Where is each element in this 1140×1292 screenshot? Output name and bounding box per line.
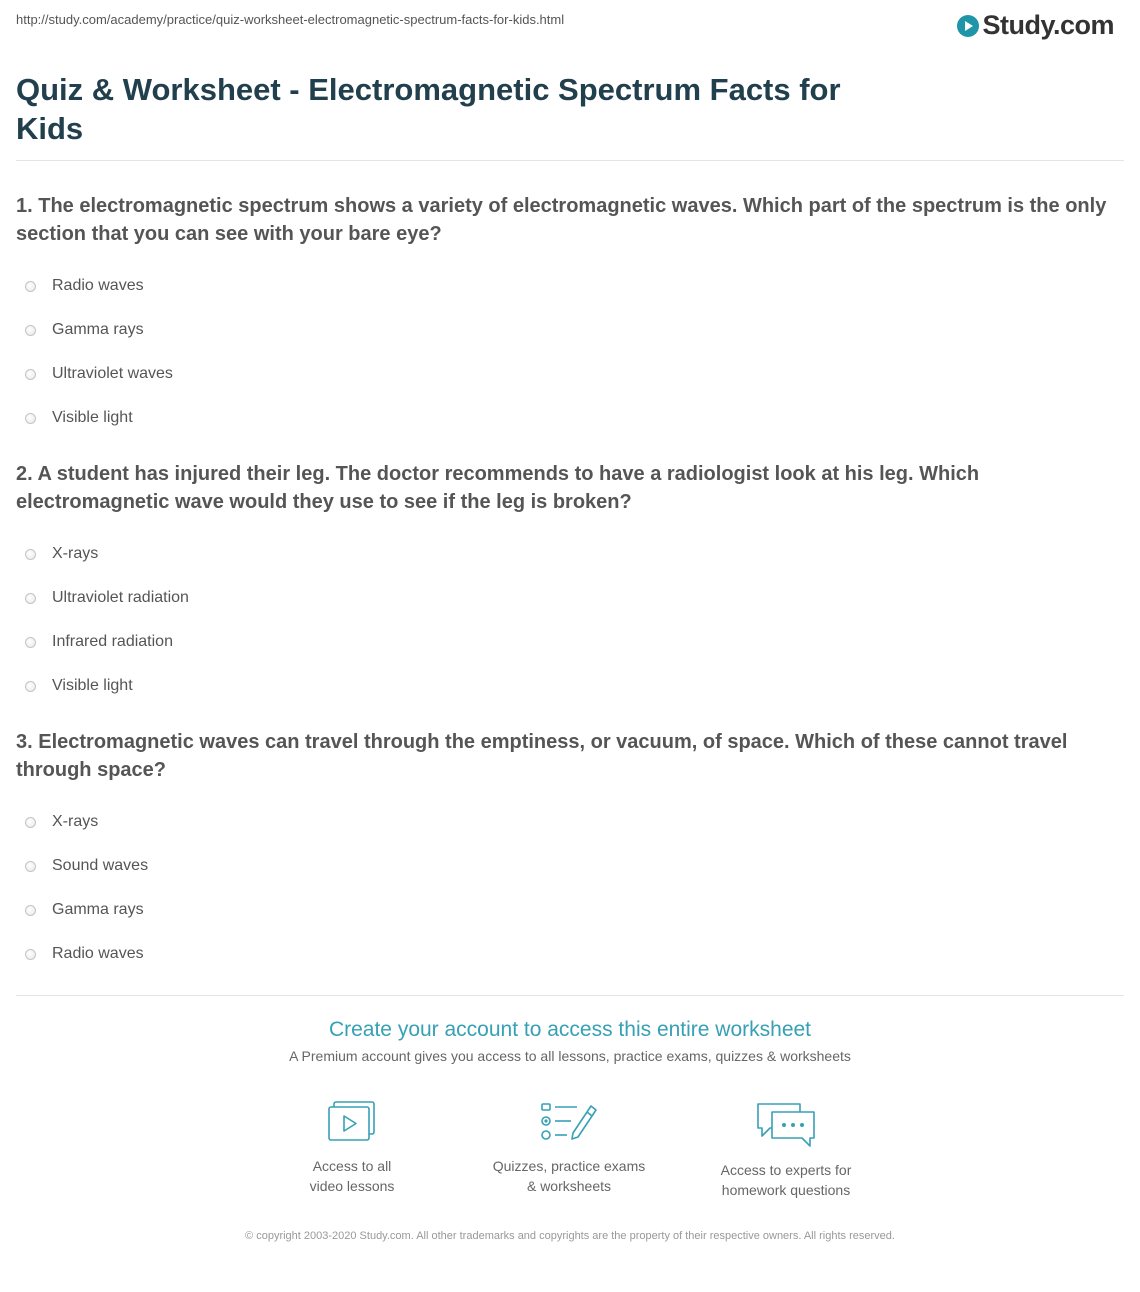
option-label: Gamma rays [52, 901, 144, 918]
signup-cta [0, 1018, 1140, 1064]
radio-button[interactable] [25, 593, 36, 604]
answer-option[interactable] [16, 352, 1124, 396]
radio-button[interactable] [25, 681, 36, 692]
radio-button[interactable] [25, 637, 36, 648]
answer-options [16, 264, 1124, 440]
logo-text: Study.com [982, 10, 1114, 40]
answer-option[interactable] [16, 932, 1124, 976]
question-3 [16, 728, 1124, 976]
feature-quizzes [469, 1100, 669, 1196]
option-label: Visible light [52, 677, 133, 694]
feature-label-line: Access to experts for [720, 1162, 852, 1178]
feature-label-line: Access to all [312, 1158, 392, 1174]
answer-option[interactable] [16, 888, 1124, 932]
answer-option[interactable] [16, 308, 1124, 352]
question-1 [16, 192, 1124, 440]
option-label: Infrared radiation [52, 633, 173, 650]
question-text: 1. The electromagnetic spectrum shows a variety of electromagnetic waves. Which part of the spectrum is the only section that you can see with your bare eye? [16, 195, 1107, 245]
option-label: X-rays [52, 545, 99, 562]
video-lessons-icon [325, 1100, 379, 1144]
question-text: 2. A student has injured their leg. The doctor recommends to have a radiologist look at his leg. Which electromagnetic wave would they use to see if the leg is broken? [16, 463, 980, 513]
option-label: Gamma rays [52, 321, 144, 338]
answer-option[interactable] [16, 664, 1124, 708]
answer-option[interactable] [16, 800, 1124, 844]
option-label: Sound waves [52, 857, 149, 874]
cta-title-link[interactable]: Create your account to access this entire worksheet [328, 1018, 812, 1041]
radio-button[interactable] [25, 413, 36, 424]
feature-label-line: homework questions [721, 1182, 851, 1198]
answer-option[interactable] [16, 264, 1124, 308]
feature-video-lessons [252, 1100, 452, 1196]
page-title: Quiz & Worksheet - Electromagnetic Spectrum Facts for Kids [16, 72, 841, 146]
answer-option[interactable] [16, 396, 1124, 440]
radio-button[interactable] [25, 325, 36, 336]
cta-subtitle: A Premium account gives you access to all lessons, practice exams, quizzes & worksheets [289, 1048, 851, 1064]
radio-button[interactable] [25, 369, 36, 380]
chat-bubbles-icon [754, 1100, 818, 1148]
divider [16, 995, 1124, 996]
quiz-checklist-icon [539, 1100, 599, 1144]
radio-button[interactable] [25, 905, 36, 916]
option-label: Radio waves [52, 277, 144, 294]
radio-button[interactable] [25, 861, 36, 872]
option-label: Ultraviolet waves [52, 365, 173, 382]
question-2 [16, 460, 1124, 708]
option-label: X-rays [52, 813, 99, 830]
study-logo[interactable] [957, 10, 1114, 41]
answer-options [16, 800, 1124, 976]
option-label: Visible light [52, 409, 133, 426]
radio-button[interactable] [25, 949, 36, 960]
feature-experts [686, 1100, 886, 1200]
radio-button[interactable] [25, 549, 36, 560]
radio-button[interactable] [25, 817, 36, 828]
answer-option[interactable] [16, 844, 1124, 888]
question-text: 3. Electromagnetic waves can travel through the emptiness, or vacuum, of space. Which of these cannot travel through space? [16, 731, 1068, 781]
radio-button[interactable] [25, 281, 36, 292]
page-url[interactable]: http://study.com/academy/practice/quiz-worksheet-electromagnetic-spectrum-facts-for-kids.html [16, 12, 565, 27]
feature-label-line: & worksheets [526, 1178, 612, 1194]
answer-option[interactable] [16, 620, 1124, 664]
play-icon [957, 15, 979, 37]
answer-options [16, 532, 1124, 708]
top-bar [16, 12, 1124, 42]
feature-label-line: video lessons [309, 1178, 395, 1194]
answer-option[interactable] [16, 576, 1124, 620]
feature-label-line: Quizzes, practice exams [492, 1158, 646, 1174]
answer-option[interactable] [16, 532, 1124, 576]
copyright-notice: © copyright 2003-2020 Study.com. All other trademarks and copyrights are the property of their respective owners. All rights reserved. [245, 1230, 895, 1242]
divider [16, 160, 1124, 161]
option-label: Radio waves [52, 945, 144, 962]
option-label: Ultraviolet radiation [52, 589, 189, 606]
